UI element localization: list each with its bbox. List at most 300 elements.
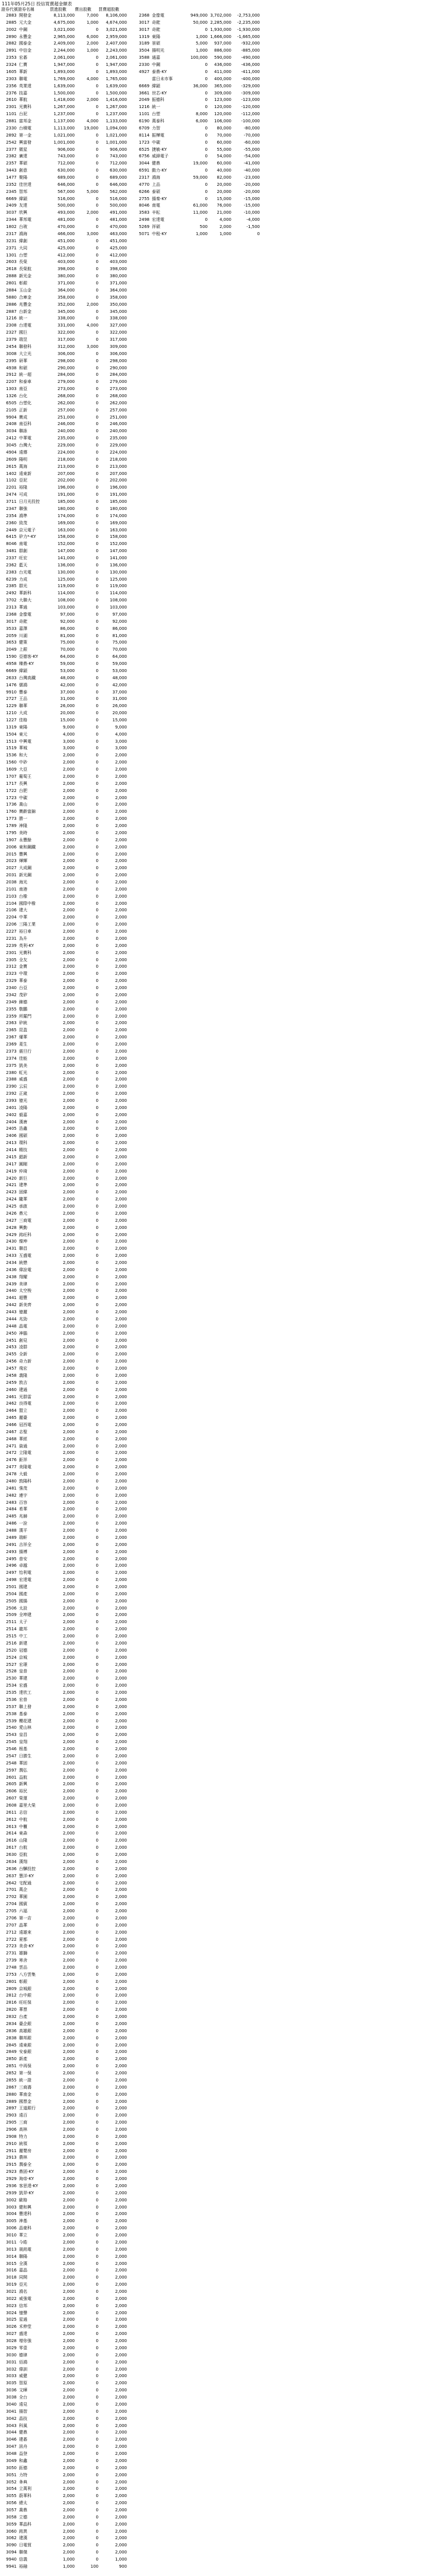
cell-sell: 0 [96, 1944, 98, 1949]
left-table-row [1, 512, 127, 519]
cell-net: 2,000 [114, 2289, 127, 2294]
cell-net: 2,000 [114, 1866, 127, 1871]
cell-name: 偉詮電 [19, 1267, 31, 1272]
cell-sell: 0 [96, 1542, 98, 1547]
cell-name: 旺旺保 [19, 2000, 31, 2005]
cell-name: 所羅門 [19, 1013, 31, 1019]
cell-code: 2439 [6, 1281, 17, 1287]
cell-sell: 0 [96, 1281, 98, 1287]
cell-code: 1216 [139, 104, 149, 110]
cell-sell: 0 [96, 2458, 98, 2463]
left-table-row [1, 2105, 127, 2112]
cell-net: 2,000 [114, 2120, 127, 2125]
cell-code: 2705 [6, 1909, 17, 1914]
cell-net: 2,000 [114, 844, 127, 850]
cell-buy: 2,000 [62, 781, 75, 786]
cell-sell: 0 [96, 2493, 98, 2499]
cell-code: 2614 [6, 1831, 17, 1836]
left-table-row [1, 2154, 127, 2161]
cell-sell: 0 [96, 2451, 98, 2457]
cell-net: 2,000 [114, 2014, 127, 2020]
left-table-row [1, 1908, 127, 1915]
cell-name: 銘旺科 [19, 1232, 31, 1237]
cell-sell: 0 [96, 506, 98, 511]
cell-code: 3026 [6, 2324, 17, 2330]
cell-sell: 1,666,000 [210, 34, 231, 39]
cell-code: 2481 [6, 1485, 17, 1491]
cell-net: 630,000 [110, 168, 127, 173]
left-table-row [1, 477, 127, 484]
cell-buy: 0 [205, 104, 208, 110]
cell-net: -120,000 [241, 104, 260, 110]
cell-name: 緯穎 [19, 196, 27, 201]
cell-sell: 0 [96, 2219, 98, 2224]
left-table-row [1, 2070, 127, 2077]
cell-code: 2352 [6, 182, 17, 187]
cell-name: 玉山金 [19, 287, 31, 293]
cell-buy: 2,000 [62, 999, 75, 1005]
cell-code: 2707 [6, 1922, 17, 1928]
cell-code: 2457 [6, 1366, 17, 1371]
cell-sell: 0 [96, 1902, 98, 1907]
cell-name: 皇普 [19, 1669, 27, 1674]
left-table-row [1, 519, 127, 527]
cell-code: 2838 [6, 2035, 17, 2040]
cell-code: 2527 [6, 1662, 17, 1667]
cell-net: 2,000 [114, 1662, 127, 1667]
right-table-row [134, 90, 260, 97]
cell-name: 立萬利 [19, 2486, 31, 2492]
cell-buy: 743,000 [58, 154, 75, 159]
cell-net: 2,000 [114, 1105, 127, 1110]
cell-net: 2,000 [114, 2451, 127, 2457]
cell-code: 1227 [6, 718, 17, 723]
cell-name: 喬鼎 [19, 2507, 27, 2512]
cell-buy: 2,000 [62, 1154, 75, 1159]
cell-name: 普安 [19, 1556, 27, 1561]
left-table-row [1, 1154, 127, 1161]
cell-sell: 309,000 [214, 90, 231, 96]
cell-sell: 0 [96, 1359, 98, 1364]
cell-sell: 0 [96, 2247, 98, 2252]
cell-name: 奇鋐 [19, 619, 27, 624]
cell-code: 2548 [6, 1760, 17, 1766]
cell-name: 川湖 [19, 633, 27, 638]
cell-name: 威鋒電子 [152, 154, 168, 159]
left-table-row [1, 1689, 127, 1696]
cell-code: 2543 [6, 1732, 17, 1738]
cell-net: 2,000 [114, 2345, 127, 2350]
cell-buy: 2,000 [62, 2233, 75, 2238]
cell-buy: 2,000 [62, 2437, 75, 2442]
cell-name: 中信金 [19, 48, 31, 53]
cell-code: 2101 [6, 886, 17, 892]
cell-name: 台肥 [19, 788, 27, 793]
cell-net: 273,000 [110, 386, 127, 392]
cell-net: 2,000 [114, 781, 127, 786]
cell-net: 9,000 [114, 724, 127, 730]
cell-code: 3002 [6, 2197, 17, 2203]
right-table-row [134, 223, 260, 230]
cell-sell: 0 [96, 1274, 98, 1279]
left-table-row [1, 1259, 127, 1266]
left-table-row [1, 1978, 127, 1985]
left-table-row [1, 2429, 127, 2436]
cell-buy: 2,000 [62, 873, 75, 878]
cell-buy: 2,000 [62, 1972, 75, 1977]
cell-buy: 2,000 [62, 1535, 75, 1540]
cell-buy: 174,000 [58, 513, 75, 518]
cell-buy: 4,675,000 [53, 20, 75, 25]
cell-name: 南電 [152, 203, 160, 208]
right-table-row [134, 195, 260, 202]
cell-code: 6525 [139, 147, 149, 152]
cell-code: 2471 [6, 1443, 17, 1449]
cell-buy: 2,000 [62, 1105, 75, 1110]
cell-net: 92,000 [112, 619, 127, 624]
cell-code: 2231 [6, 936, 17, 941]
cell-code: 2367 [6, 1035, 17, 1040]
left-table-row [1, 2062, 127, 2070]
right-table-row [134, 202, 260, 209]
cell-buy: 2,000 [62, 1591, 75, 1596]
cell-code: 2603 [6, 259, 17, 265]
cell-code: 2939 [6, 2190, 17, 2195]
cell-code: 2497 [6, 1570, 17, 1576]
cell-sell: 0 [96, 541, 98, 547]
left-table-row [1, 689, 127, 696]
cell-code: 6669 [139, 83, 149, 88]
cell-code: 5269 [139, 224, 149, 230]
cell-code: 2816 [6, 2000, 17, 2005]
cell-sell: 0 [96, 591, 98, 596]
cell-name: 華票 [19, 2007, 27, 2013]
cell-buy: 2,000 [62, 1253, 75, 1259]
cell-code: 4904 [6, 449, 17, 455]
left-table-row [1, 146, 127, 153]
cell-name: 東森 [19, 1831, 27, 1836]
cell-buy: 2,000 [62, 2529, 75, 2534]
cell-code: 2536 [6, 1697, 17, 1702]
left-table-row [1, 2443, 127, 2450]
cell-net: 2,000 [114, 1627, 127, 1632]
cell-code: 2723 [6, 1944, 17, 1949]
cell-sell: 0 [96, 1465, 98, 1470]
cell-net: 2,000 [114, 1873, 127, 1878]
cell-name: 中華 [19, 915, 27, 920]
cell-name: 台泥 [19, 112, 27, 117]
cell-net: 2,000 [114, 1796, 127, 1801]
cell-net: 562,000 [110, 189, 127, 194]
cell-name: 統一 [19, 316, 27, 321]
cell-code: 1723 [6, 795, 17, 800]
cell-net: 2,000 [114, 950, 127, 955]
cell-net: 2,000 [114, 1161, 127, 1167]
cell-buy: 2,000 [62, 1175, 75, 1181]
cell-net: 2,959,000 [106, 34, 127, 39]
cell-name: 強茂 [19, 1485, 27, 1491]
left-table-row [1, 1443, 127, 1450]
left-table-row [1, 160, 127, 167]
cell-sell: 0 [96, 1965, 98, 1970]
cell-net: 2,000 [114, 2071, 127, 2076]
cell-sell: 123,000 [214, 97, 231, 103]
cell-name: 台玻 [19, 224, 27, 230]
right-table-row [134, 19, 260, 26]
cell-code: 2886 [6, 302, 17, 307]
right-table-row [134, 139, 260, 146]
left-table-row [1, 1463, 127, 1471]
cell-name: 佳格 [19, 718, 27, 723]
left-table-row [1, 632, 127, 639]
cell-buy: 2,000 [62, 1782, 75, 1787]
left-table-row [1, 2394, 127, 2401]
cell-name: 夏都 [19, 1937, 27, 1942]
left-table-row [1, 96, 127, 103]
cell-sell: 0 [96, 1859, 98, 1864]
cell-net: 97,000 [112, 611, 127, 617]
cell-net: 240,000 [110, 429, 127, 434]
cell-net: 2,000 [114, 1979, 127, 1984]
cell-net: 2,000 [114, 2233, 127, 2238]
cell-code: 3025 [6, 2317, 17, 2322]
cell-code: 2611 [6, 1810, 17, 1815]
left-table-row [1, 1449, 127, 1456]
cell-code: 1101 [6, 112, 17, 117]
left-table-row [1, 1161, 127, 1168]
cell-code: 2330 [6, 125, 17, 131]
cell-sell: 0 [96, 337, 98, 343]
cell-name: 燦坤 [19, 1239, 27, 1244]
cell-buy: 152,000 [58, 541, 75, 547]
cell-name: 金像電 [152, 13, 164, 18]
cell-name: 三商壽 [19, 2084, 31, 2090]
cell-buy: 2,000 [62, 1598, 75, 1604]
cell-net: 70,000 [112, 647, 127, 652]
left-table-row [1, 2309, 127, 2317]
cell-code: 2633 [6, 675, 17, 680]
cell-buy: 0 [205, 196, 208, 201]
cell-sell: 0 [96, 1767, 98, 1773]
cell-buy: 2,965,000 [53, 34, 75, 39]
cell-sell: 0 [96, 1704, 98, 1709]
cell-name: 上銀 [19, 647, 27, 652]
cell-name: 一詮 [19, 1521, 27, 1526]
cell-name: 凱美 [19, 1063, 27, 1068]
cell-sell: 0 [96, 788, 98, 793]
cell-buy: 0 [205, 90, 208, 96]
cell-buy: 2,000 [62, 1295, 75, 1301]
cell-sell: 0 [96, 2339, 98, 2344]
cell-net: 48,000 [112, 675, 127, 680]
cell-sell: 0 [96, 2141, 98, 2146]
cell-net: 364,000 [110, 287, 127, 293]
cell-sell: 0 [96, 274, 98, 279]
cell-buy: 2,000 [62, 1316, 75, 1322]
cell-name: 華通 [19, 605, 27, 610]
cell-code: 2465 [6, 1415, 17, 1421]
cell-sell: 0 [96, 886, 98, 892]
cell-buy: 6,000 [195, 119, 208, 124]
cell-net: 202,000 [110, 478, 127, 483]
cell-name: 同開 [19, 2275, 27, 2280]
cell-sell: 0 [96, 1591, 98, 1596]
cell-net: 86,000 [112, 626, 127, 631]
cell-net: 463,000 [110, 231, 127, 236]
cell-name: 和碩 [19, 365, 27, 370]
cell-name: 亞德客-KY [19, 654, 39, 660]
cell-net: 2,000 [114, 1126, 127, 1132]
cell-buy: 2,000 [62, 964, 75, 969]
cell-buy: 1,000 [195, 231, 208, 236]
cell-buy: 2,000 [62, 2479, 75, 2485]
left-table-row [1, 893, 127, 900]
cell-buy: 2,000 [62, 1401, 75, 1406]
cell-net: 345,000 [110, 309, 127, 314]
cell-name: 台灣高鐵 [19, 675, 36, 680]
cell-code: 6709 [139, 125, 149, 131]
cell-sell: 0 [96, 1485, 98, 1491]
left-table-row [1, 456, 127, 463]
left-table-row [1, 1802, 127, 1809]
cell-name: 智原 [19, 2381, 27, 2386]
left-table-row [1, 2288, 127, 2295]
cell-sell: 0 [96, 1035, 98, 1040]
cell-sell: 0 [96, 1676, 98, 1681]
cell-code: 3008 [6, 351, 17, 356]
left-table-row [1, 2436, 127, 2443]
cell-code: 3043 [6, 2423, 17, 2428]
cell-code: 3010 [6, 2233, 17, 2238]
cell-buy: 2,000 [62, 802, 75, 807]
cell-net: 2,000 [114, 929, 127, 934]
cell-code: 3094 [6, 2550, 17, 2555]
left-table-row [1, 682, 127, 689]
cell-net: -20,000 [243, 182, 260, 187]
cell-code: 2849 [6, 2049, 17, 2055]
cell-net: 2,000 [114, 1802, 127, 1808]
cell-buy: 2,000 [62, 2042, 75, 2048]
cell-net: 1,237,000 [106, 112, 127, 117]
cell-code: 2393 [6, 1098, 17, 1103]
right-table-row [134, 33, 260, 40]
left-table-row [1, 1393, 127, 1401]
cell-net: 2,000 [114, 2416, 127, 2421]
left-table-row [1, 118, 127, 125]
cell-buy: 2,000 [62, 1767, 75, 1773]
cell-net: 262,000 [110, 400, 127, 405]
cell-name: 正崴 [19, 1091, 27, 1097]
cell-name: 超豐 [19, 1295, 27, 1301]
cell-sell: 0 [96, 1323, 98, 1329]
cell-buy: 451,000 [58, 238, 75, 243]
left-table-row [1, 590, 127, 597]
cell-sell: 0 [96, 943, 98, 948]
cell-buy: 2,000 [62, 1042, 75, 1047]
cell-net: -23,000 [243, 175, 260, 180]
left-table-row [1, 1816, 127, 1823]
left-table-row [1, 1281, 127, 1288]
left-table-row [1, 2253, 127, 2260]
right-table-row [134, 75, 260, 83]
cell-net: 2,000 [114, 1338, 127, 1343]
cell-net: 2,000 [114, 2536, 127, 2541]
cell-name: 光寶科 [19, 950, 31, 955]
left-table-row [1, 2534, 127, 2542]
cell-sell: 0 [96, 1556, 98, 1561]
cell-sell: 0 [96, 55, 98, 61]
cell-code: 4938 [6, 365, 17, 370]
cell-buy: 1,000 [62, 2557, 75, 2562]
cell-sell: 0 [96, 774, 98, 779]
cell-sell: 0 [96, 1197, 98, 1202]
cell-name: 和大 [19, 753, 27, 758]
left-table-row [1, 963, 127, 970]
cell-name: 互盛電 [19, 1253, 31, 1259]
cell-buy: 2,000 [62, 2120, 75, 2125]
right-table-row [134, 216, 260, 223]
cell-net: 2,000 [114, 2064, 127, 2069]
cell-buy: 2,000 [62, 1810, 75, 1815]
cell-name: 台光電 [19, 569, 31, 575]
cell-name: 華新 [19, 69, 27, 74]
cell-sell: 0 [96, 1585, 98, 1589]
left-table-row [1, 625, 127, 632]
cell-name: 圓剛 [19, 1161, 27, 1167]
cell-net: 2,000 [114, 901, 127, 906]
cell-buy: 2,000 [62, 2247, 75, 2252]
cell-net: 15,000 [112, 718, 127, 723]
cell-code: 2103 [6, 893, 17, 899]
cell-sell: 0 [96, 1387, 98, 1392]
left-table-row [1, 618, 127, 625]
cell-name: 臺企銀 [19, 2021, 31, 2026]
cell-name: 永豐金 [19, 34, 31, 39]
cell-code: 2910 [6, 2141, 17, 2146]
left-table-row [1, 1287, 127, 1294]
cell-net: 2,000 [114, 2155, 127, 2160]
cell-net: 2,000 [114, 1585, 127, 1589]
cell-code: 2002 [6, 27, 17, 32]
cell-buy: 70,000 [60, 647, 75, 652]
left-table-row [1, 808, 127, 815]
cell-code: 3038 [6, 2395, 17, 2400]
cell-name: 華碩 [19, 161, 27, 166]
cell-buy: 0 [205, 76, 208, 81]
cell-code: 2887 [6, 309, 17, 314]
cell-net: 81,000 [112, 633, 127, 638]
cell-sell: 0 [96, 950, 98, 955]
cell-code: 9940 [6, 2557, 17, 2562]
cell-code: 2458 [6, 1373, 17, 1378]
cell-name: 臻鼎-KY [19, 661, 34, 667]
cell-name: 合庫金 [19, 294, 31, 300]
cell-buy: 2,000 [62, 2190, 75, 2195]
cell-sell: 0 [96, 358, 98, 363]
cell-sell: 0 [96, 1183, 98, 1188]
cell-name: 星通 [19, 2317, 27, 2322]
cell-name: 凌陽 [19, 1105, 27, 1110]
cell-sell: 3,000 [86, 231, 98, 236]
cell-net: 2,000 [114, 1493, 127, 1498]
left-table-row [1, 1915, 127, 1922]
cell-net: 2,000 [114, 2148, 127, 2153]
cell-name: 固緯 [19, 1190, 27, 1195]
cell-net: 689,000 [110, 175, 127, 180]
cell-buy: 2,000 [62, 2211, 75, 2217]
cell-net: 2,000 [114, 886, 127, 892]
cell-name: 晟銘電 [19, 2247, 31, 2252]
